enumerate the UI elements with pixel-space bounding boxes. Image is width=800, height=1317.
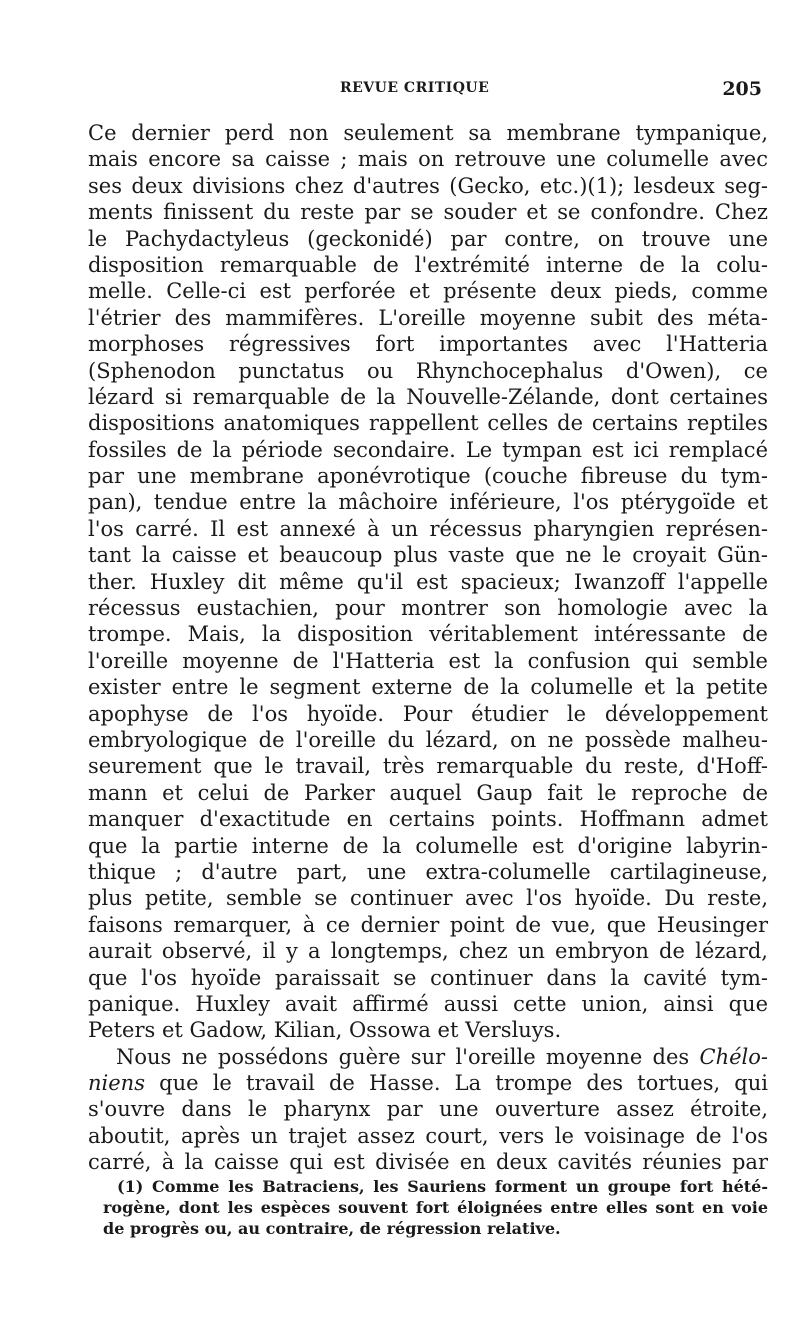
text-line: trompe. Mais, la disposition véritablement intéressante de bbox=[88, 622, 768, 647]
text-line: ses deux divisions chez d'autres (Gecko, etc.)(1); lesdeux seg- bbox=[88, 173, 768, 198]
text-line: s'ouvre dans le pharynx par une ouverture assez étroite, bbox=[88, 1097, 768, 1122]
text-line: panique. Huxley avait affirmé aussi cette union, ainsi que bbox=[88, 991, 768, 1016]
text-line: plus petite, semble se continuer avec l'os hyoïde. Du reste, bbox=[88, 886, 768, 911]
text-line: (Sphenodon punctatus ou Rhynchocephalus d'Owen), ce bbox=[88, 358, 768, 383]
text-line: lézard si remarquable de la Nouvelle-Zélande, dont certaines bbox=[88, 384, 768, 409]
text-line: le Pachydactyleus (geckonidé) par contre, on trouve une bbox=[88, 226, 768, 251]
text-line: l'étrier des mammifères. L'oreille moyenne subit des méta- bbox=[88, 305, 768, 330]
italic-term: Chélo- bbox=[699, 1044, 768, 1069]
text-run: que le travail de Hasse. La trompe des tortues, qui bbox=[144, 1071, 768, 1096]
body-text bbox=[88, 120, 768, 1176]
text-line: dispositions anatomiques rappellent celles de certains reptiles bbox=[88, 411, 768, 436]
text-line: fossiles de la période secondaire. Le tympan est ici remplacé bbox=[88, 437, 768, 462]
footnote-line: (1) Comme les Batraciens, les Sauriens forment un groupe fort hété- bbox=[117, 1177, 768, 1196]
text-line: que l'os hyoïde paraissait se continuer dans la cavité tym- bbox=[88, 965, 768, 990]
italic-term: niens bbox=[88, 1071, 145, 1096]
text-run: Nous ne possédons guère sur l'oreille moyenne des bbox=[116, 1044, 700, 1069]
text-line: carré, à la caisse qui est divisée en deux cavités réunies par bbox=[88, 1150, 768, 1175]
text-line: récessus eustachien, pour montrer son homologie avec la bbox=[88, 596, 768, 621]
page-number: 205 bbox=[722, 78, 762, 100]
text-line: mais encore sa caisse ; mais on retrouve une columelle avec bbox=[88, 147, 768, 172]
text-line: disposition remarquable de l'extrémité interne de la colu- bbox=[88, 252, 768, 277]
text-line: exister entre le segment externe de la columelle et la petite bbox=[88, 675, 768, 700]
text-line: Ce dernier perd non seulement sa membrane tympanique, bbox=[88, 121, 768, 145]
text-line: que la partie interne de la columelle est d'origine labyrin- bbox=[88, 833, 768, 858]
text-line: faisons remarquer, à ce dernier point de vue, que Heusinger bbox=[88, 912, 768, 937]
text-line: embryologique de l'oreille du lézard, on ne possède malheu- bbox=[88, 727, 768, 752]
text-line: manquer d'exactitude en certains points. Hoffmann admet bbox=[88, 807, 768, 832]
text-line: l'os carré. Il est annexé à un récessus pharyngien représen- bbox=[88, 516, 768, 541]
text-line: ments finissent du reste par se souder et se confondre. Chez bbox=[88, 200, 768, 225]
text-line: l'oreille moyenne de l'Hatteria est la confusion qui semble bbox=[88, 648, 768, 673]
text-line: Peters et Gadow, Kilian, Ossowa et Versluys. bbox=[88, 1018, 562, 1043]
text-line: ther. Huxley dit même qu'il est spacieux; Iwanzoff l'appelle bbox=[88, 569, 768, 594]
footnote bbox=[103, 1176, 768, 1239]
footnote-line: de progrès ou, au contraire, de régression relative. bbox=[103, 1219, 561, 1238]
text-line: morphoses régressives fort importantes avec l'Hatteria bbox=[88, 332, 768, 357]
text-line: pan), tendue entre la mâchoire inférieure, l'os ptérygoïde et bbox=[88, 490, 768, 515]
text-line: aurait observé, il y a longtemps, chez un embryon de lézard, bbox=[88, 939, 768, 964]
text-line: mann et celui de Parker auquel Gaup fait le reproche de bbox=[88, 780, 768, 805]
text-line: melle. Celle-ci est perforée et présente deux pieds, comme bbox=[88, 279, 768, 304]
paragraph-start-line bbox=[88, 1044, 768, 1070]
text-line: par une membrane aponévrotique (couche fibreuse du tym- bbox=[88, 464, 768, 489]
footnote-line: rogène, dont les espèces souvent fort éloignées entre elles sont en voie bbox=[103, 1198, 768, 1217]
text-line: thique ; d'autre part, une extra-columelle cartilagineuse, bbox=[88, 859, 768, 884]
text-line: tant la caisse et beaucoup plus vaste que ne le croyait Gün- bbox=[88, 543, 768, 568]
text-line: seurement que le travail, très remarquable du reste, d'Hoff- bbox=[88, 754, 768, 779]
running-head: REVUE CRITIQUE bbox=[340, 80, 490, 96]
text-line: aboutit, après un trajet assez court, vers le voisinage de l'os bbox=[88, 1123, 768, 1148]
text-line: apophyse de l'os hyoïde. Pour étudier le développement bbox=[88, 701, 768, 726]
text-line bbox=[88, 1070, 768, 1096]
